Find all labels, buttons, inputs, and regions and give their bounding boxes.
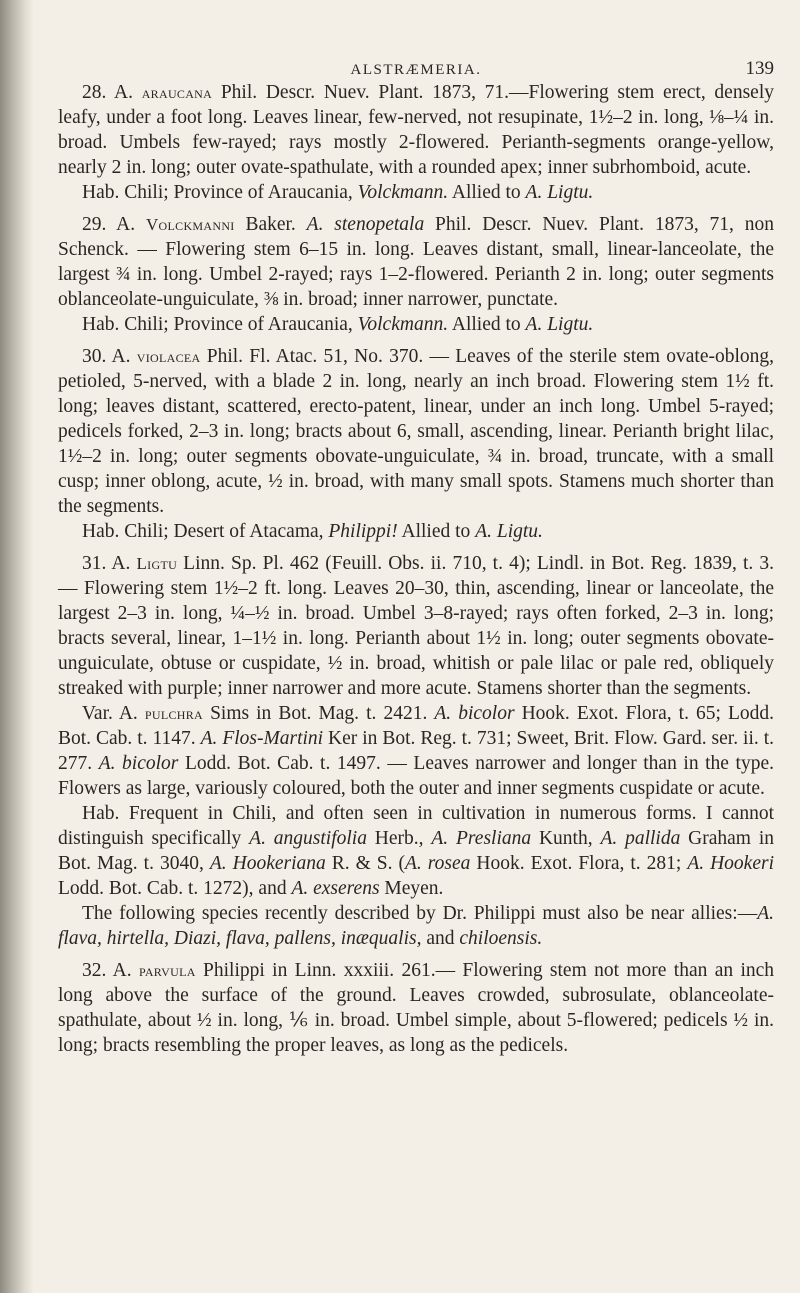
variety-body: Ker in Bot. Reg. t. 731; Sweet, Brit. Flow. Gard. ser. ii. t. 277. xyxy=(58,728,774,774)
species-name: parvula xyxy=(138,961,196,980)
entry-body: Linn. Sp. Pl. 462 (Feuill. Obs. ii. 710, t. 4); Lindl. in Bot. Reg. 1839, t. 3. — Flowering stem 1½–2 ft. long. Leaves 20–30, thin, ascending, linear or lanceolate, the largest 2–3 in. long, ¼–½ in. broad. Umbel 3–8-rayed; rays often forked, 2–3 in. long; bracts several, linear, 1–1½ in. long. Perianth about 1½ in. long; outer segments obovate-unguiculate, obtuse or cuspidate, ½ in. broad, whitish or pale lilac or pale red, obliquely streaked with purple; inner narrower and more acute. Stamens shorter than the segments. xyxy=(58,553,775,699)
note-text: Hook. Exot. Flora, t. 281; xyxy=(470,853,688,874)
note-species: A. Hookeri xyxy=(687,853,774,874)
entry-body: Phil. Descr. Nuev. Plant. 1873, 71, non Schenck. — Flowering stem 6–15 in. long. Leaves distant, small, linear-lanceolate, the largest ¾ in. long. Umbel 2-rayed; rays 1–2-flowered. Perianth 2 in. long; outer segments oblanceolate-unguiculate, ⅜ in. broad; inner narrower, punctate. xyxy=(58,214,775,310)
running-head: ALSTRÆMERIA. xyxy=(350,62,482,78)
variety-body: Lodd. Bot. Cab. t. 1497. — Leaves narrower and longer than in the type. Flowers as large, variously coloured, both the outer and inner segments cuspidate or acute. xyxy=(58,753,774,799)
entry-text xyxy=(58,80,774,180)
note-text: Kunth, xyxy=(531,828,601,849)
entry-body: Phil. Fl. Atac. 51, No. 370. — Leaves of the sterile stem ovate-oblong, petioled, 5-nerved, with a blade 2 in. long, nearly an inch broad. Flowering stem 1½ ft. long; leaves distant, scattered, erecto-patent, linear, under an inch long. Umbel 5-rayed; pedicels forked, 2–3 in. long; bracts about 6, small, ascending, linear. Perianth bright lilac, 1½–2 in. long; outer segments obovate-unguiculate, ¾ in. broad, truncate, with a small cusp; inner oblong, acute, ½ in. broad, with many small spots. Stamens much shorter than the segments. xyxy=(58,346,775,517)
species-name: violacea xyxy=(136,347,201,366)
page xyxy=(58,48,774,1065)
species-name: Volckmanni xyxy=(145,215,235,234)
habitat-line xyxy=(58,180,774,205)
synonym: A. Flos-Martini xyxy=(200,728,324,749)
note-species: A. exserens xyxy=(291,878,380,899)
habitat-allied: Allied to xyxy=(397,521,476,542)
entry-number: 30. A. xyxy=(82,346,131,367)
variety-body: Sims in Bot. Mag. t. 2421. xyxy=(210,703,435,724)
synonym: A. stenopetala xyxy=(306,214,425,235)
entry-32 xyxy=(58,958,774,1058)
variety-body: Hook. Exot. Flora, t. 65; Lodd. Bot. Cab. t. 1147. xyxy=(58,703,775,749)
note-species: A. Presliana xyxy=(431,828,532,849)
note-species: chiloensis. xyxy=(459,928,543,949)
entry-text xyxy=(58,958,774,1058)
entry-31 xyxy=(58,551,774,951)
allies-note xyxy=(58,901,774,951)
habitat-allied: Allied to xyxy=(448,182,526,203)
entry-text xyxy=(58,344,774,519)
entry-body: Phil. Descr. Nuev. Plant. 1873, 71.—Flowering stem erect, densely leafy, under a foot long. Leaves linear, few-nerved, not resupinate, 1½–2 in. long, ⅛–¼ in. broad. Umbels few-rayed; rays mostly 2-flowered. Perianth-segments orange-yellow, nearly 2 in. long; outer ovate-spathulate, with a rounded apex; inner subrhomboid, acute. xyxy=(58,82,774,178)
note-text: Graham in Bot. Mag. t. 3040, xyxy=(58,828,774,874)
variety-name: pulchra xyxy=(144,704,203,723)
synonym: A. bicolor xyxy=(434,703,515,724)
habitat-allied-species: A. Ligtu. xyxy=(525,314,594,335)
entry-text xyxy=(58,551,774,701)
entry-text xyxy=(58,212,774,312)
habitat-line xyxy=(58,519,774,544)
entry-number: 31. A. xyxy=(82,553,131,574)
variety-intro: Var. A. xyxy=(82,703,138,724)
habitat-text: Hab. Chili; Province of Araucania, xyxy=(82,314,358,335)
habitat-collector: Volckmann. xyxy=(357,182,449,203)
habitat-allied: Allied to xyxy=(448,314,526,335)
species-name: araucana xyxy=(141,83,213,102)
entry-body: Baker. xyxy=(245,214,307,235)
note-text: Hab. Frequent in Chili, and often seen in cultivation in numerous forms. I cannot distinguish specifically xyxy=(58,803,774,849)
entry-30 xyxy=(58,344,774,544)
note-text: R. & S. ( xyxy=(325,853,406,874)
entry-29 xyxy=(58,212,774,337)
habitat-note xyxy=(58,801,774,901)
page-number: 139 xyxy=(745,58,774,79)
habitat-allied-species: A. Ligtu. xyxy=(525,182,594,203)
note-text: and xyxy=(421,928,460,949)
note-species: A. pallida xyxy=(600,828,681,849)
entry-number: 32. A. xyxy=(82,960,132,981)
habitat-allied-species: A. Ligtu. xyxy=(475,521,543,542)
entry-number: 29. A. xyxy=(82,214,136,235)
note-species: A. rosea xyxy=(405,853,471,874)
entry-number: 28. A. xyxy=(82,82,133,103)
habitat-collector: Philippi! xyxy=(328,521,398,542)
habitat-text: Hab. Chili; Desert of Atacama, xyxy=(82,521,329,542)
note-species: A. angustifolia xyxy=(249,828,367,849)
note-text: Herb., xyxy=(366,828,432,849)
habitat-line xyxy=(58,312,774,337)
note-species: A. flava, hirtella, Diazi, flava, pallens, inæqualis, xyxy=(58,903,774,949)
entry-28 xyxy=(58,80,774,205)
habitat-text: Hab. Chili; Province of Araucania, xyxy=(82,182,358,203)
note-text: The following species recently described by Dr. Philippi must also be near allies:— xyxy=(82,903,758,924)
entry-body: Philippi in Linn. xxxiii. 261.— Flowering stem not more than an inch long above the surface of the ground. Leaves crowded, subrosulate, oblanceolate-spathulate, about ½ in. long, ⅙ in. broad. Umbel simple, about 5-flowered; pedicels ½ in. long; bracts resembling the proper leaves, as long as the pedicels. xyxy=(58,960,775,1056)
note-species: A. Hookeriana xyxy=(209,853,326,874)
page-header xyxy=(58,48,774,80)
species-name: Ligtu xyxy=(136,554,178,573)
note-text: Meyen. xyxy=(379,878,444,899)
synonym: A. bicolor xyxy=(98,753,179,774)
note-text: Lodd. Bot. Cab. t. 1272), and xyxy=(58,878,292,899)
habitat-collector: Volckmann. xyxy=(357,314,449,335)
page-edge-shadow xyxy=(0,0,34,1293)
variety-text xyxy=(58,701,774,801)
